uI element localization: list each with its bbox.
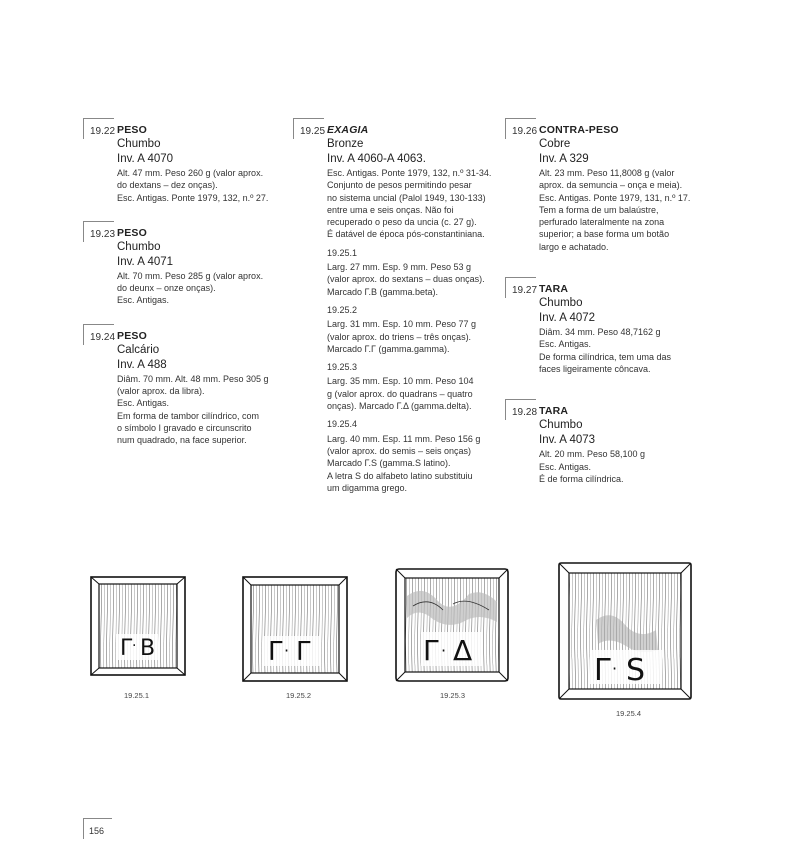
sub-entry-line: um digamma grego. [327,482,408,493]
page-number: 156 [89,826,105,836]
entry-desc-line: recuperado o peso da uncia (c. 27 g). [327,217,477,228]
figure-caption: 19.25.4 [616,709,642,718]
sub-entry-line: Larg. 27 mm. Esp. 9 mm. Peso 53 g [327,262,472,273]
entry-inventory: Inv. A 4071 [117,255,174,268]
catalog-entry [83,221,288,307]
entry-desc-line: Diâm. 34 mm. Peso 48,7162 g [539,327,661,338]
weight-mark: S [626,653,646,688]
catalog-entry [293,118,503,494]
entry-desc-line: do deunx – onze onças). [117,283,216,294]
entry-desc-line: Esc. Antigas. [117,295,170,306]
entry-desc-line: num quadrado, na face superior. [117,435,247,446]
entry-desc-line: É de forma cilíndrica. [539,473,624,484]
weight-drawing-19-25-1 [88,574,188,684]
entry-title: PESO [117,329,147,342]
entry-desc-line: Alt. 47 mm. Peso 260 g (valor aprox. [117,168,264,178]
weight-mark: Γ [296,637,311,667]
entry-material: Chumbo [117,138,161,150]
weight-mark: Γ [594,653,611,688]
entry-desc-line: Esc. Antigas. Ponte 1979, 132, n.º 27. [117,192,269,203]
sub-entry-line: Marcado Γ.S (gamma.S latino). [327,458,451,469]
entry-number: 19.27 [512,285,538,297]
entry-desc-line: largo e achatado. [539,241,609,252]
weight-mark: Γ [423,634,439,667]
sub-entry-line: Marcado Γ.B (gamma.beta). [327,286,439,297]
entry-material: Calcário [117,343,160,356]
weight-mark: Γ [120,636,133,661]
sub-entry-line: (valor aprox. do sextans – duas onças). [327,274,485,285]
sub-entry-line: Marcado Γ.Γ (gamma.gamma). [327,343,450,354]
column-2 [293,118,503,511]
entry-desc-line: entre uma e seis onças. Não foi [327,204,454,215]
sub-entry [327,304,503,355]
entry-number-box [83,221,114,242]
sub-entry-number: 19.25.1 [327,247,358,258]
entry-material: Cobre [539,138,571,150]
catalog-entry [83,118,288,204]
entry-material: Chumbo [539,419,583,432]
entry-number-box [505,118,536,139]
entry-number: 19.24 [90,331,116,343]
entry-desc-line: no sistema uncial (Palol 1949, 130-133) [327,192,486,203]
column-3 [505,118,715,502]
entry-desc-line: Tem a forma de um balaústre, [539,204,659,215]
entry-desc-line: Esc. Antigas. Ponte 1979, 132, n.º 31-34. [327,168,492,178]
entry-desc-line: perfurado lateralmente na zona [539,217,665,228]
entry-number-box [505,277,536,298]
weight-drawing-19-25-3 [393,566,511,686]
entry-desc-line: Esc. Antigas. [117,398,170,409]
catalog-entry [83,324,288,447]
entry-desc-line: Diâm. 70 mm. Alt. 48 mm. Peso 305 g [117,373,269,384]
figure-caption: 19.25.1 [124,691,150,700]
sub-entry-number: 19.25.2 [327,304,358,315]
entry-desc-line: Conjunto de pesos permitindo pesar [327,180,472,191]
sub-entry-line: onças). Marcado Γ.Δ (gamma.delta). [327,401,472,412]
entry-inventory: Inv. A 4072 [539,312,596,325]
sub-entry-line: Larg. 35 mm. Esp. 10 mm. Peso 104 [327,376,474,387]
entry-inventory: Inv. A 329 [539,153,589,165]
sub-entry [327,418,503,494]
figure-caption: 19.25.3 [440,691,466,700]
column-1 [83,118,288,464]
entry-number-box [83,118,114,139]
entry-number-box [293,118,324,139]
weight-drawing-19-25-4 [556,560,694,704]
entry-desc-line: Esc. Antigas. [539,339,592,350]
catalog-entry [505,277,715,375]
sub-entry-line: Larg. 31 mm. Esp. 10 mm. Peso 77 g [327,319,477,330]
catalog-entry [505,399,715,485]
entry-desc-line: (valor aprox. da libra). [117,386,205,397]
weight-mark: · [132,638,137,654]
figure-caption: 19.25.2 [286,691,312,700]
sub-entry-line: Larg. 40 mm. Esp. 11 mm. Peso 156 g [327,433,481,444]
entry-desc-line: É datável de época pós-constantiniana. [327,229,485,240]
entry-desc-line: faces ligeiramente côncava. [539,363,651,374]
page-number-box [83,818,112,839]
entry-desc-line: Alt. 20 mm. Peso 58,100 g [539,449,646,460]
entry-material: Chumbo [539,297,583,310]
entry-title: EXAGIA [327,124,369,136]
entry-desc-line: Alt. 23 mm. Peso 11,8008 g (valor [539,168,675,178]
entry-title: PESO [117,124,147,136]
sub-entry-line: A letra S do alfabeto latino substituiu [327,470,473,481]
entry-desc-line: aprox. da semuncia – onça e meia). [539,180,683,191]
weight-mark: · [441,641,447,660]
entry-title: TARA [539,283,569,296]
sub-entry [327,247,503,298]
sub-entry-line: g (valor aprox. do quadrans – quatro [327,388,473,399]
sub-entry-number: 19.25.3 [327,362,358,373]
entry-number: 19.28 [512,407,538,419]
entry-desc-line: Em forma de tambor cilíndrico, com [117,410,260,421]
entry-number: 19.25 [300,126,326,137]
sub-entry [327,361,503,412]
entry-title: CONTRA-PESO [539,124,619,136]
entry-desc-line: superior; a base forma um botão [539,229,670,240]
entry-title: TARA [539,405,569,418]
entry-desc-line: do dextans – dez onças). [117,180,218,191]
entry-material: Bronze [327,138,364,150]
entry-inventory: Inv. A 488 [117,358,167,371]
weight-mark: Γ [268,637,283,667]
weight-mark: B [140,636,156,661]
sub-entry-line: (valor aprox. do triens – três onças). [327,331,472,342]
catalog-entry [505,118,715,253]
weight-mark: · [612,659,618,678]
weight-mark: Δ [453,634,473,667]
entry-number: 19.22 [90,126,116,137]
entry-desc-line: Esc. Antigas. Ponte 1979, 131, n.º 17. [539,192,691,203]
entry-number-box [505,399,536,420]
sub-entry-line: (valor aprox. do semis – seis onças) [327,445,472,456]
weight-drawing-19-25-2 [240,574,350,686]
entry-material: Chumbo [117,240,161,253]
entry-number-box [83,324,114,345]
weight-mark: · [284,641,290,660]
entry-title: PESO [117,226,147,239]
entry-number: 19.23 [90,228,116,240]
entry-desc-line: Alt. 70 mm. Peso 285 g (valor aprox. [117,270,264,281]
entry-desc-line: De forma cilíndrica, tem uma das [539,351,672,362]
sub-entry-number: 19.25.4 [327,419,358,430]
entry-inventory: Inv. A 4073 [539,434,596,447]
entry-inventory: Inv. A 4070 [117,153,174,165]
entry-desc-line: Esc. Antigas. [539,461,592,472]
entry-desc-line: o símbolo I gravado e circunscrito [117,422,252,433]
entry-number: 19.26 [512,126,538,137]
entry-inventory: Inv. A 4060-A 4063. [327,153,426,165]
